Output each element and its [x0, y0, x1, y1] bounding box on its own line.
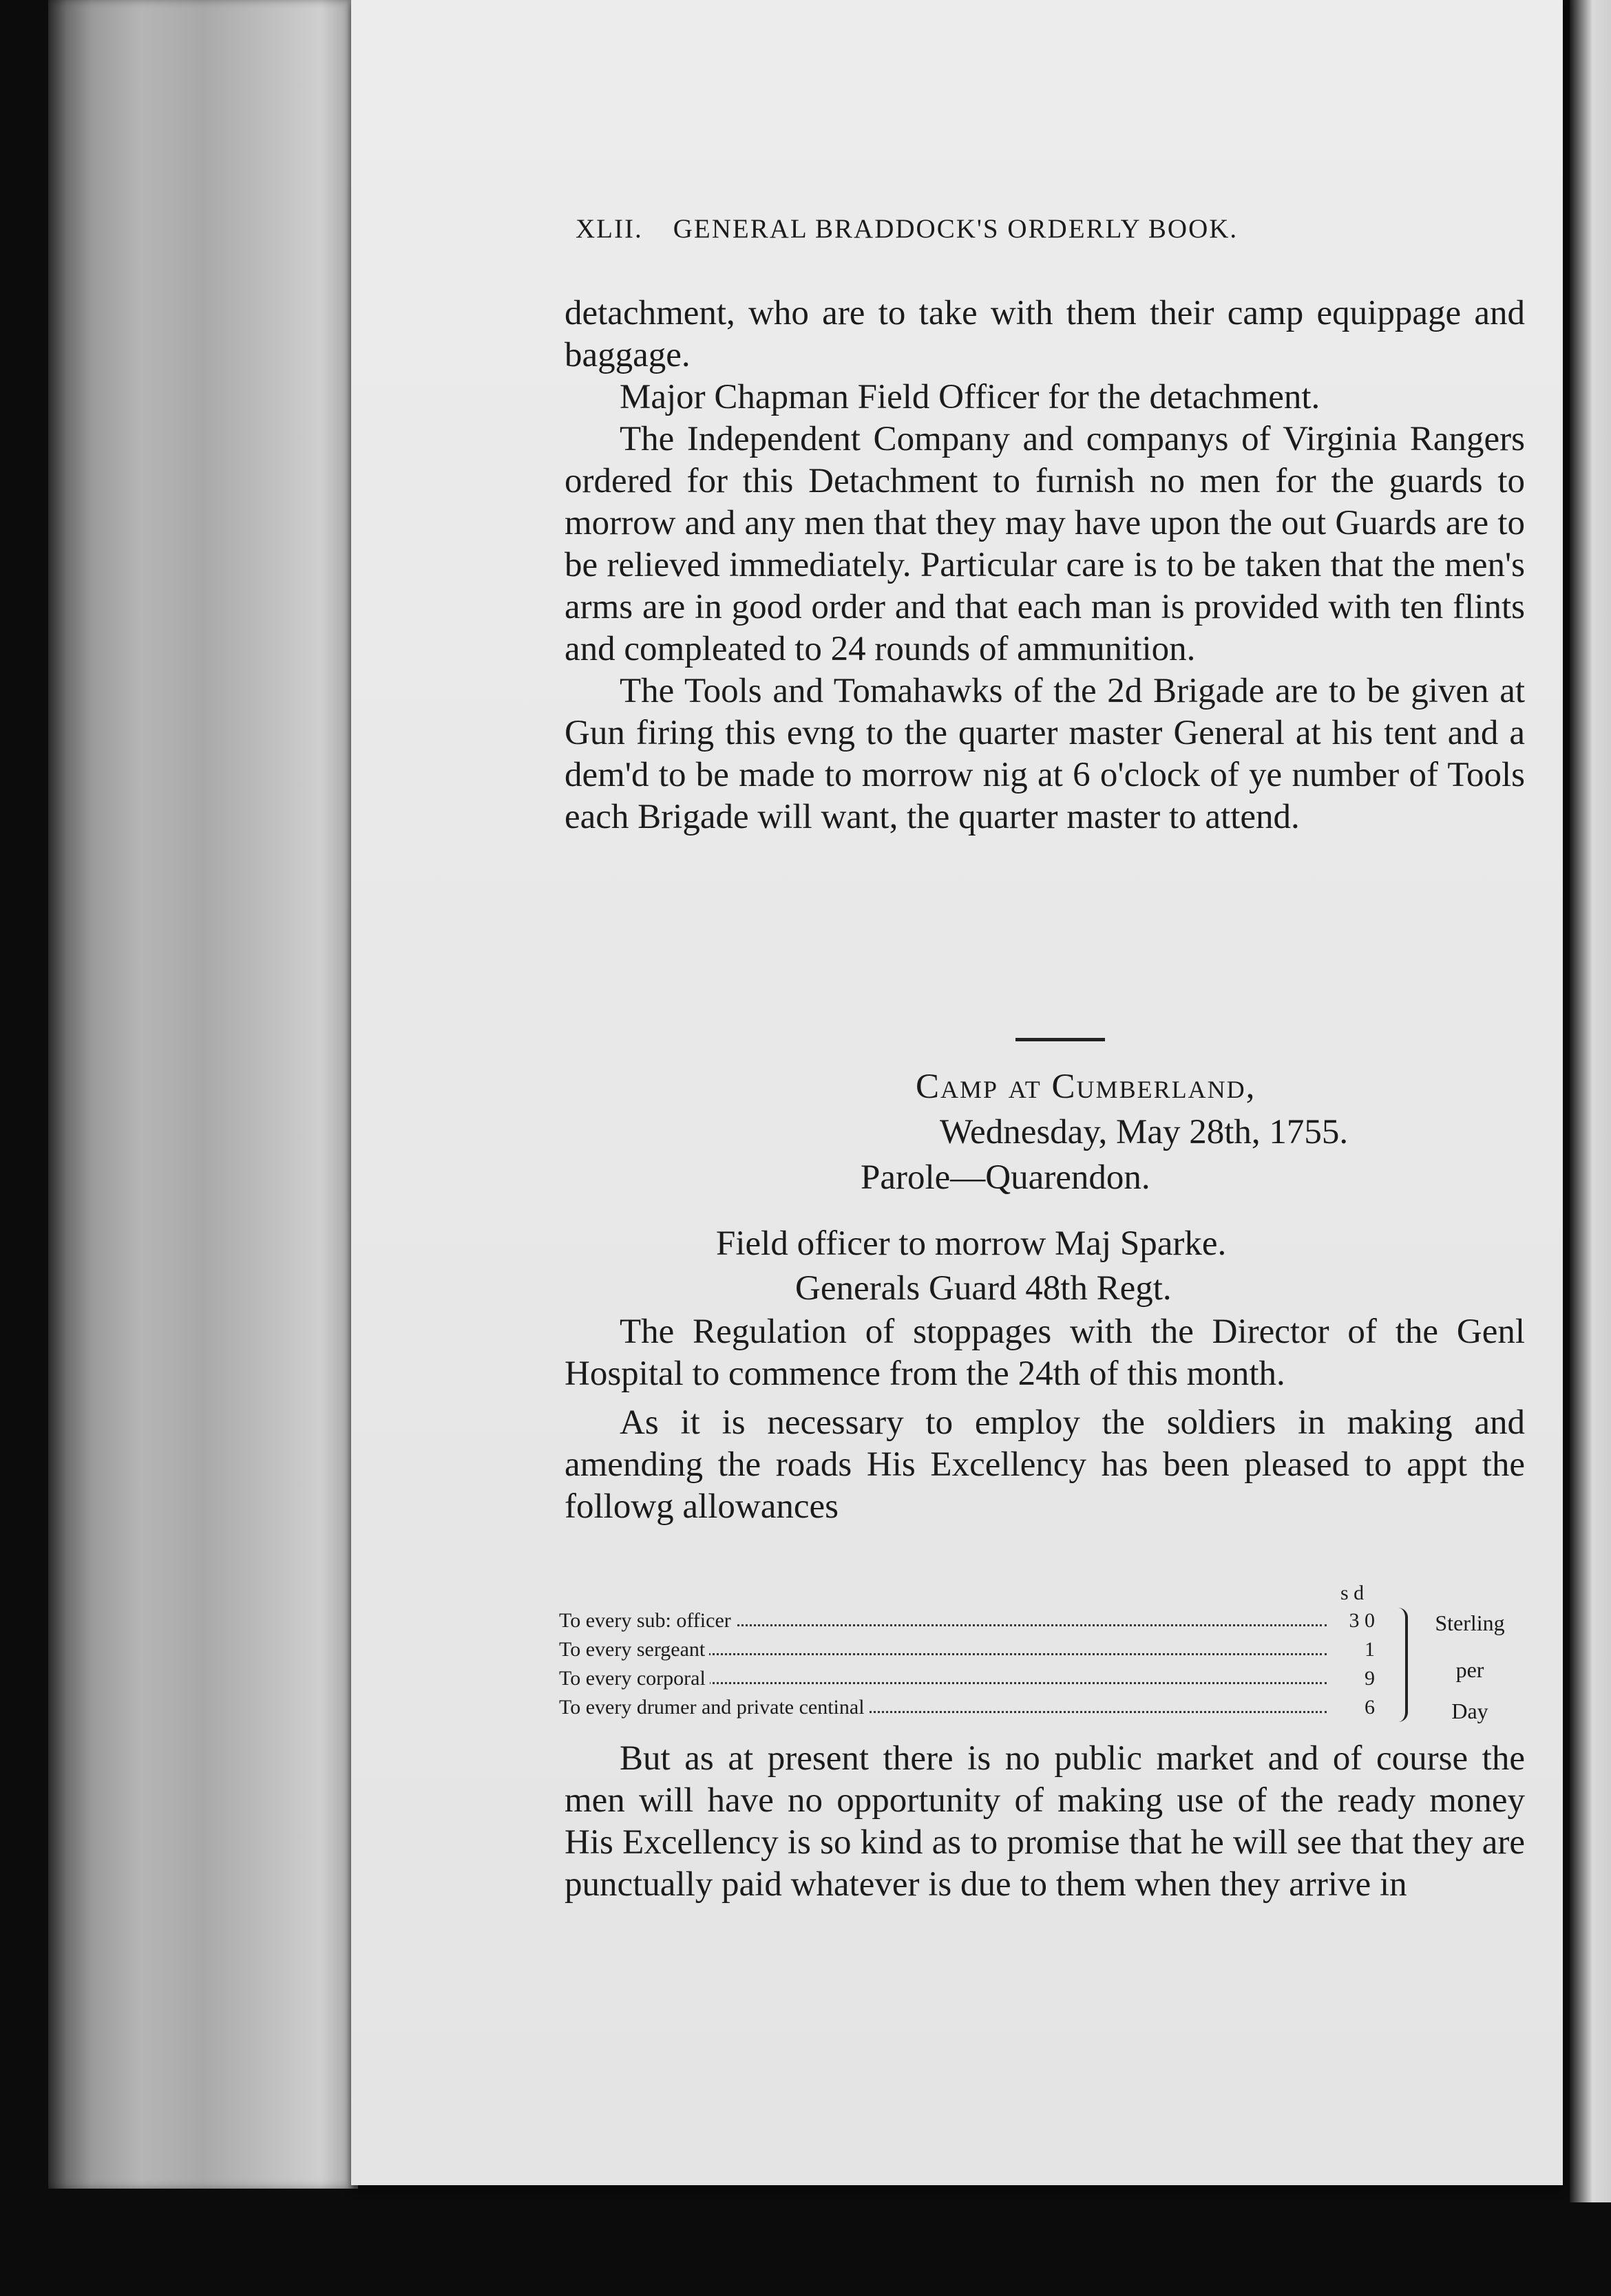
allowance-row: [559, 1609, 1375, 1635]
allowance-amount: 3 0: [1349, 1609, 1375, 1632]
allowance-row: [559, 1696, 1375, 1722]
running-head: [576, 213, 1367, 244]
bottom-text-block: [565, 1738, 1525, 1906]
allowance-row: [559, 1667, 1375, 1693]
allowance-amount: 1: [1365, 1638, 1375, 1661]
guard-line: Generals Guard 48th Regt.: [795, 1269, 1172, 1308]
top-text-block: [565, 293, 1525, 838]
middle-text-block: [565, 1311, 1525, 1528]
allowance-label: To every drumer and private centinal: [559, 1696, 869, 1719]
allowance-row: [559, 1638, 1375, 1664]
paragraph: But as at present there is no public market and of course the men will have no opportunity of making use of the ready money His Excellency is so kind as to promise that he will see that they are punctually paid whatever is due to them when they arrive in: [565, 1739, 1525, 1904]
allowance-label: To every sergeant: [559, 1638, 709, 1661]
allowance-label: To every corporal: [559, 1667, 710, 1690]
paragraph: The Regulation of stoppages with the Director of the Genl Hospital to commence from the 24th of this month.: [565, 1312, 1525, 1393]
paragraph: As it is necessary to employ the soldiers in making and amending the roads His Excellency has been pleased to appt the followg allowances: [565, 1403, 1525, 1526]
allowance-amount: 6: [1365, 1696, 1375, 1719]
allowance-label: To every sub: officer: [559, 1609, 735, 1632]
facing-page-edge: [1570, 0, 1611, 2202]
currency-units: s d: [1340, 1582, 1365, 1604]
right-brace: [1396, 1608, 1408, 1722]
book-page-edges: [48, 0, 358, 2189]
paragraph: detachment, who are to take with them their camp equippage and baggage.: [565, 294, 1525, 374]
brace-note-per: per: [1455, 1657, 1484, 1682]
allowance-amount: 9: [1365, 1667, 1375, 1690]
page-number: XLII.: [576, 214, 643, 244]
brace-note-day: Day: [1451, 1699, 1488, 1723]
date-line: Wednesday, May 28th, 1755.: [940, 1113, 1349, 1151]
camp-heading: Camp at Cumberland,: [916, 1067, 1256, 1106]
allowances-table: [559, 1582, 1523, 1726]
paragraph: The Independent Company and companys of Virginia Rangers ordered for this Detachment to furnish no men for the guards to morrow and any men that they may have upon the out Guards are to be relieved immediately. Particular care is to be taken that the men's arms are in good order and that each man is provided with ten flints and compleated to 24 rounds of ammunition.: [565, 420, 1525, 668]
paragraph: The Tools and Tomahawks of the 2d Brigade are to be given at Gun firing this evng to the quarter master General at his tent and a dem'd to be made to morrow nig at 6 o'clock of ye number of Tools each Brigade will want, the quarter master to attend.: [565, 672, 1525, 836]
brace-note-sterling: Sterling: [1435, 1611, 1505, 1635]
field-officer-line: Field officer to morrow Maj Sparke.: [716, 1224, 1227, 1263]
parole-line: Parole—Quarendon.: [861, 1158, 1150, 1197]
paragraph: Major Chapman Field Officer for the detachment.: [620, 378, 1320, 416]
book-title: GENERAL BRADDOCK'S ORDERLY BOOK.: [673, 214, 1239, 244]
section-divider: [1015, 1038, 1105, 1041]
